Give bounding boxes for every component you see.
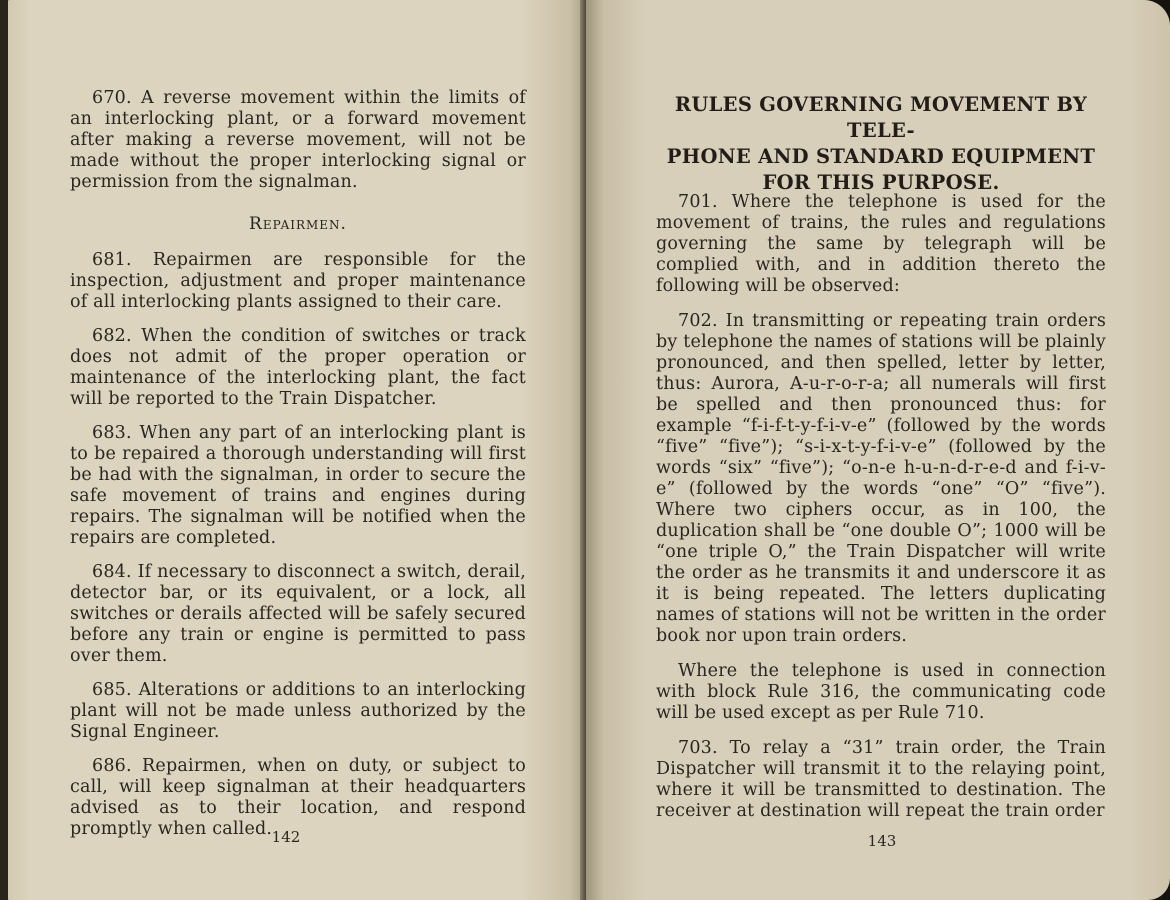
- left-text-repairmen: [70, 250, 526, 840]
- paragraph-686: 686. Repairmen, when on duty, or subject to call, will keep signalman at their headquarters advised as to their location, and respond promptly when called.: [70, 756, 526, 839]
- paragraph-681: 681. Repairmen are responsible for the inspection, adjustment and proper maintenance of all interlocking plants assigned to their care.: [70, 250, 526, 312]
- page-number-left: 142: [271, 828, 301, 846]
- paragraph-682: 682. When the condition of switches or track does not admit of the proper operation or maintenance of the interlocking plant, the fact will be reported to the Train Dispatcher.: [70, 326, 526, 409]
- left-text-top: [70, 88, 526, 193]
- heading-line-1: RULES GOVERNING MOVEMENT BY TELE-: [674, 93, 1088, 142]
- page-number-right: 143: [867, 832, 897, 850]
- heading-line-2: PHONE AND STANDARD EQUIPMENT: [666, 145, 1096, 168]
- paragraph-702: 702. In transmitting or repeating train orders by telephone the names of stations will be plainly pronounced, and then spelled, letter by letter, thus: Aurora, A-u-r-o-r-a; all numerals will first be spelled and then pronounced thus: for example “f-i-f-t-y-f-i-v-e” (followed by the words “five” “five”); “s-i-x-t-y-f-i-v-e” (followed by the words “six” “five”); “o-n-e h-u-n-d-r-e-d and f-i-v-e” (followed by the words “one” “O” “five”). Where two ciphers occur, as in 100, the duplication shall be “one double O”; 1000 will be “one triple O,” the Train Dispatcher will write the order as he transmits it and underscore it as it is being repeated. The letters duplicating names of stations will not be written in the order book nor upon train orders.: [656, 311, 1106, 646]
- right-text-block: [656, 192, 1106, 822]
- section-heading-repairmen: Repairmen.: [249, 214, 347, 234]
- book-cover-edge: [0, 0, 8, 900]
- heading-line-3: FOR THIS PURPOSE.: [762, 171, 1000, 194]
- paragraph-block-rule: Where the telephone is used in connection with block Rule 316, the communicating code will be used except as per Rule 710.: [656, 661, 1106, 723]
- rules-heading: [646, 92, 1116, 196]
- paragraph-684: 684. If necessary to disconnect a switch, derail, detector bar, or its equivalent, or a lock, all switches or derails affected will be safely secured before any train or engine is permitted to pass over them.: [70, 562, 526, 666]
- paragraph-703: 703. To relay a “31” train order, the Train Dispatcher will transmit it to the relaying point, where it will be transmitted to destination. The receiver at destination will repeat the train order: [656, 738, 1106, 821]
- paragraph-685: 685. Alterations or additions to an interlocking plant will not be made unless authorized by the Signal Engineer.: [70, 680, 526, 742]
- paragraph-683: 683. When any part of an interlocking plant is to be repaired a thorough understanding will first be had with the signalman, in order to secure the safe movement of trains and engines during repairs. The signalman will be notified when the repairs are completed.: [70, 423, 526, 548]
- paragraph-701: 701. Where the telephone is used for the movement of trains, the rules and regulations governing the same by telegraph will be complied with, and in addition thereto the following will be observed:: [656, 192, 1106, 296]
- right-page: [586, 0, 1170, 900]
- left-section-heading-block: [70, 214, 526, 235]
- paragraph-670: 670. A reverse movement within the limits of an interlocking plant, or a forward movement after making a reverse movement, will not be made without the proper interlocking signal or permission from the signalman.: [70, 88, 526, 192]
